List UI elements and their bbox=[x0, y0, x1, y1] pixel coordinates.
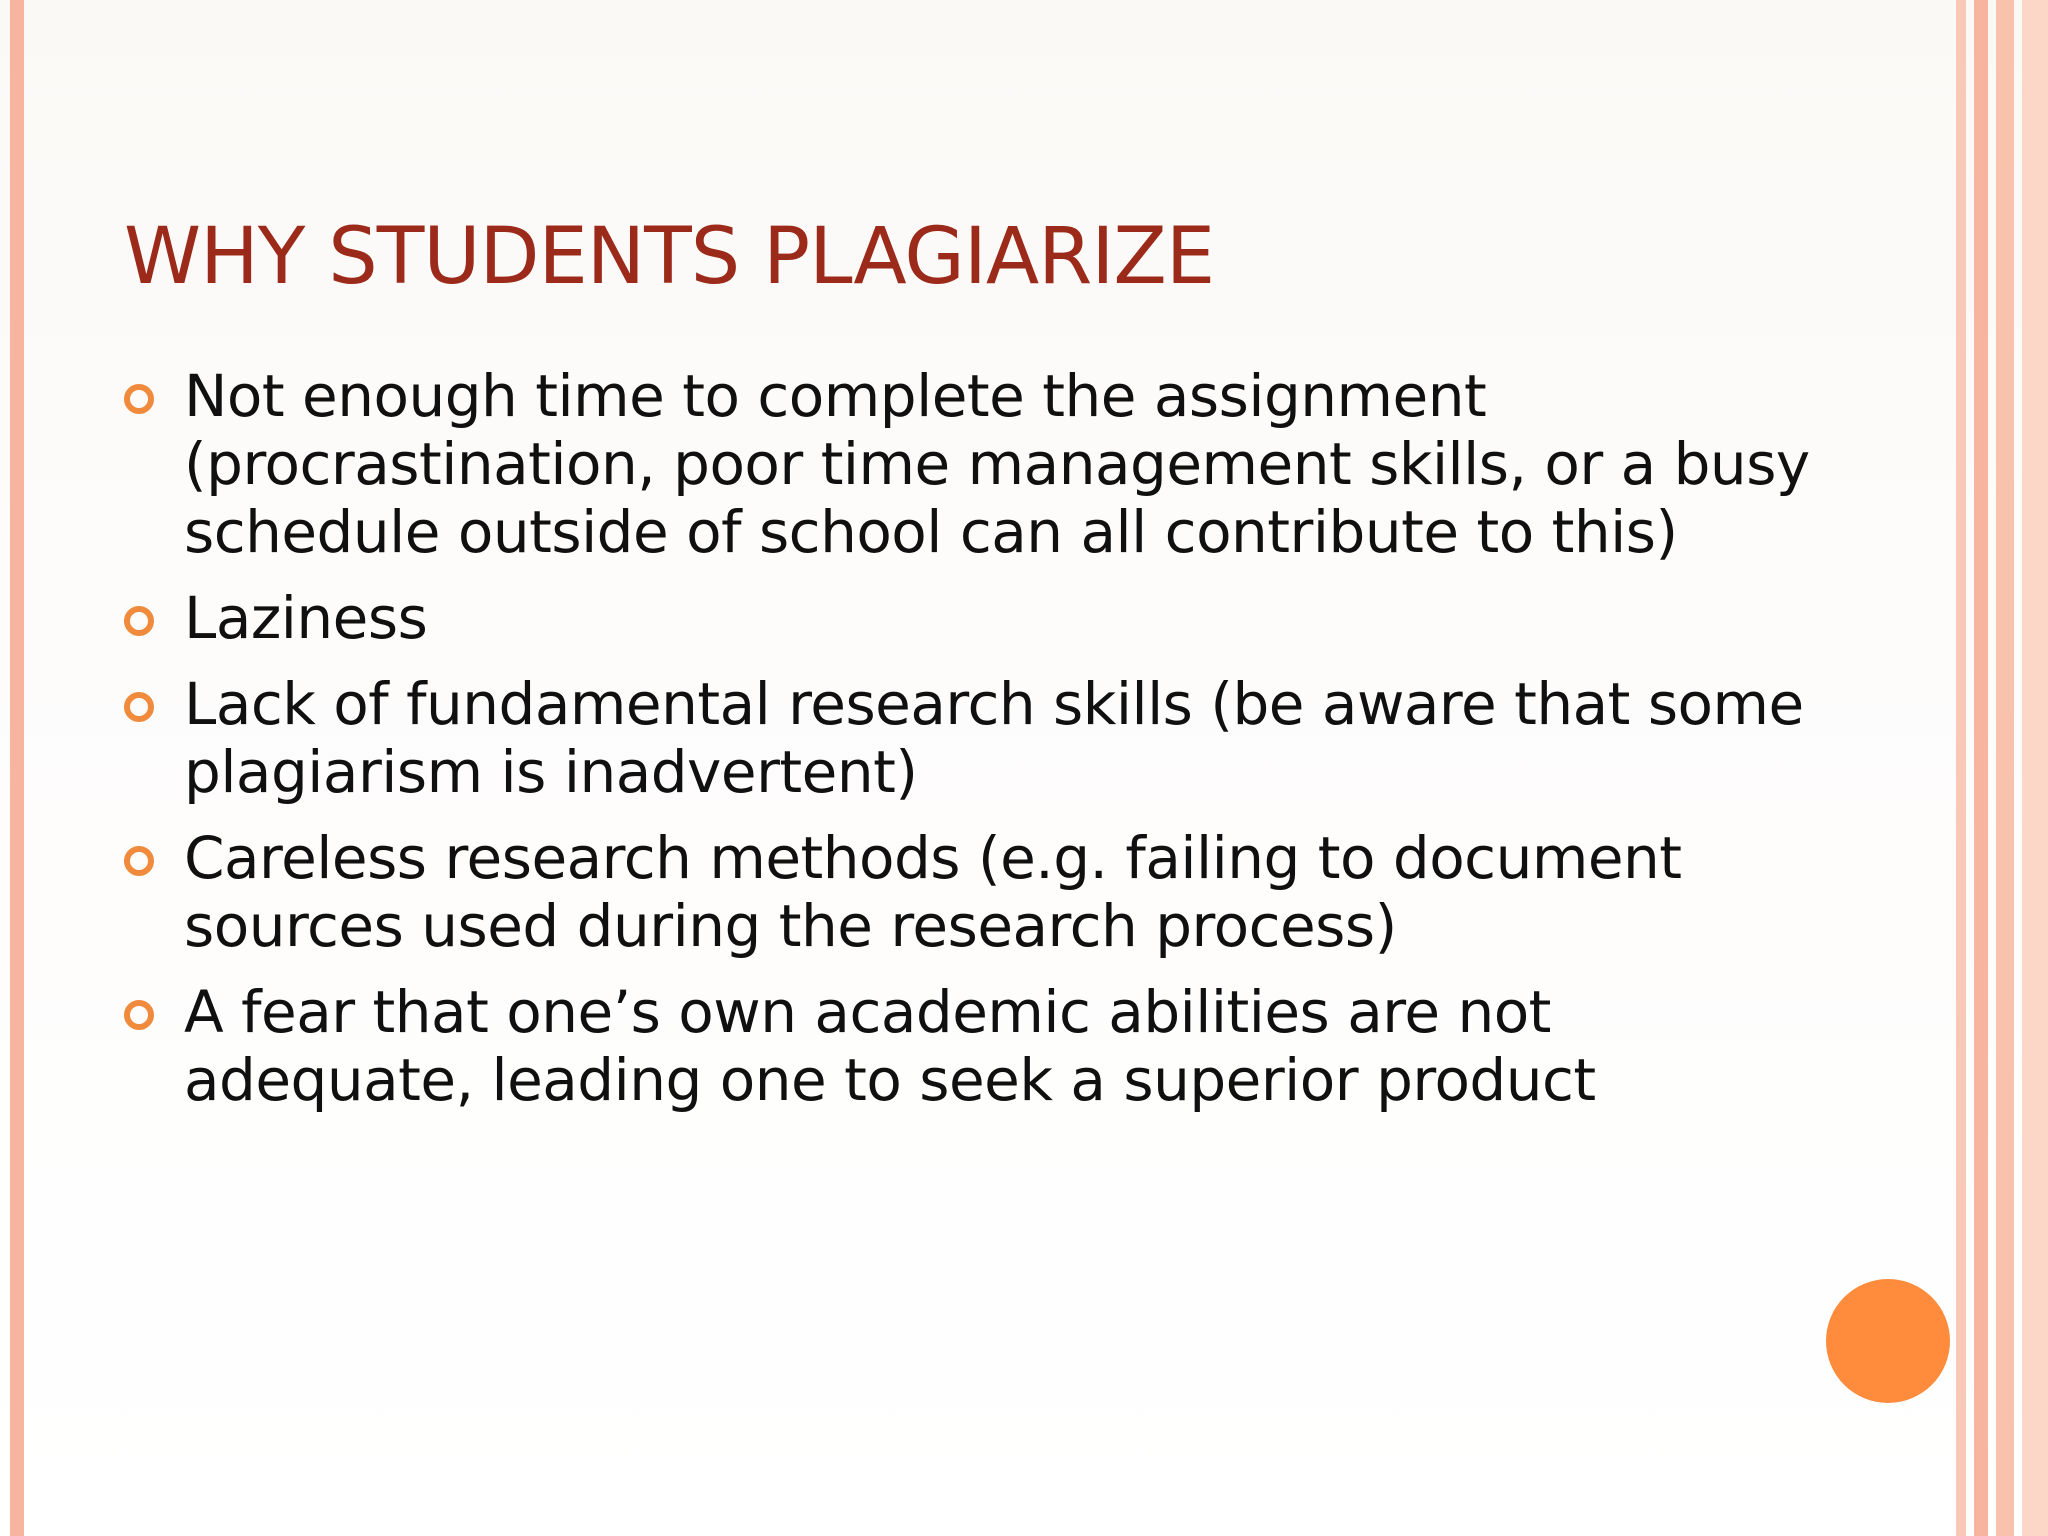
bullet-text: Not enough time to complete the assignment (procrastination, poor time management skills, or a busy schedule outside of school can all contribute to this) bbox=[184, 362, 1810, 566]
bullet-text: Lack of fundamental research skills (be aware that some plagiarism is inadvertent) bbox=[184, 670, 1804, 806]
bullet-list bbox=[124, 362, 1824, 1132]
bullet-circle-icon bbox=[124, 846, 154, 876]
bullet-item bbox=[124, 670, 1824, 806]
bullet-item bbox=[124, 824, 1824, 960]
left-border-stripe bbox=[10, 0, 24, 1536]
slide-title: WHY STUDENTS PLAGIARIZE bbox=[124, 212, 1215, 302]
right-border-stripe bbox=[1996, 0, 2014, 1536]
bullet-text: Laziness bbox=[184, 584, 428, 652]
right-border-stripe bbox=[1974, 0, 1988, 1536]
bullet-circle-icon bbox=[124, 692, 154, 722]
bullet-text: Careless research methods (e.g. failing to document sources used during the research process) bbox=[184, 824, 1682, 960]
right-border-stripe bbox=[2022, 0, 2048, 1536]
bullet-item bbox=[124, 978, 1824, 1114]
bullet-circle-icon bbox=[124, 606, 154, 636]
bullet-item bbox=[124, 362, 1824, 566]
bullet-item bbox=[124, 584, 1824, 652]
orange-circle-icon bbox=[1826, 1279, 1950, 1403]
bullet-text: A fear that one’s own academic abilities are not adequate, leading one to seek a superior product bbox=[184, 978, 1596, 1114]
bullet-circle-icon bbox=[124, 1000, 154, 1030]
bullet-circle-icon bbox=[124, 384, 154, 414]
right-border-stripe bbox=[1956, 0, 1966, 1536]
